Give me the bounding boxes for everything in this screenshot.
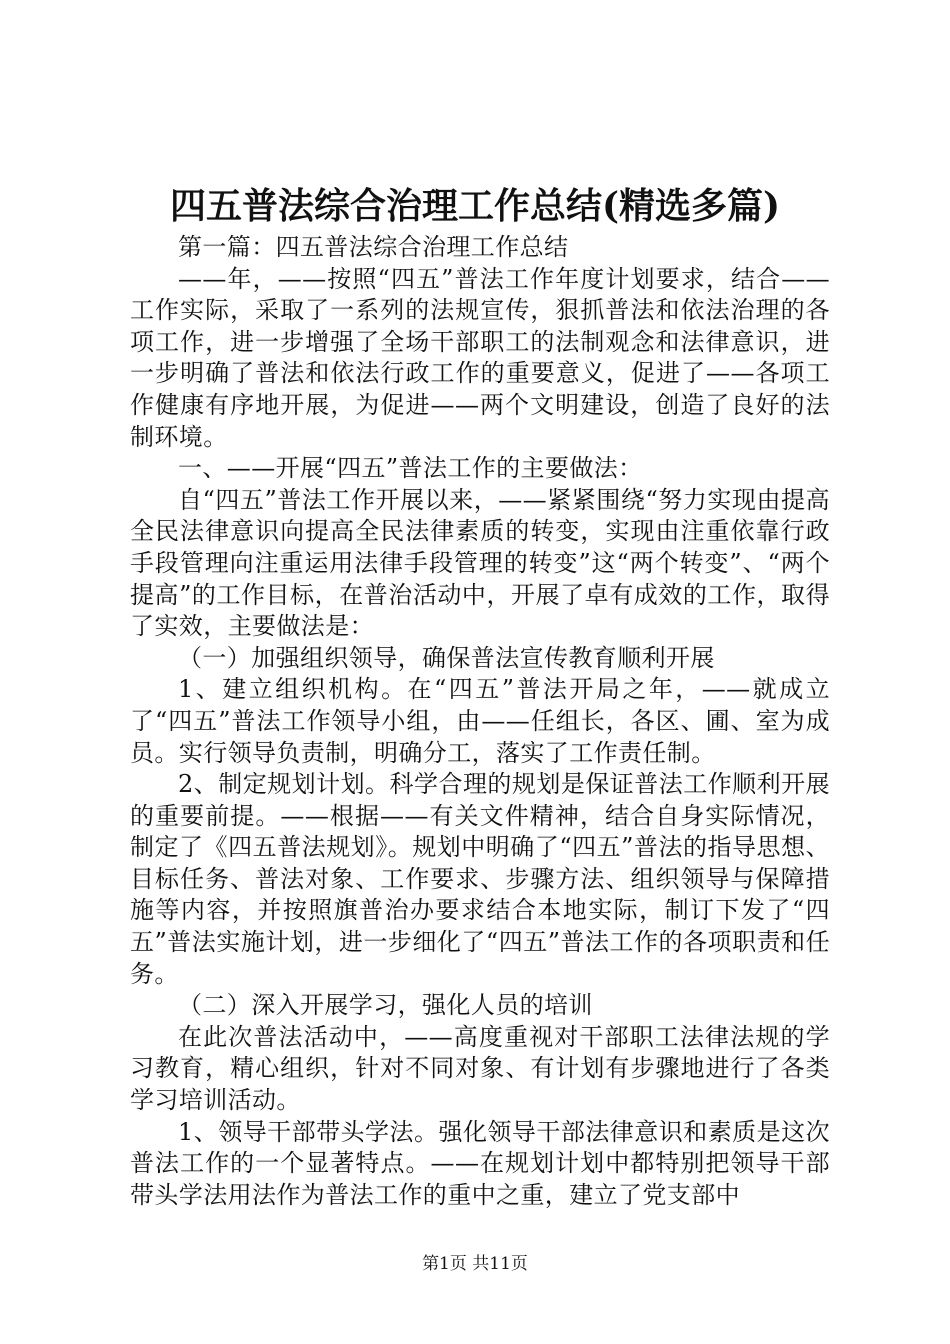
section-heading: 一、——开展“四五”普法工作的主要做法： xyxy=(178,454,643,483)
page-number-footer: 第1页 共11页 xyxy=(422,1254,528,1274)
subsection-heading: （一）加强组织领导，确保普法宣传教育顺利开展 xyxy=(178,643,715,672)
document-body xyxy=(130,232,830,1211)
paragraph: 自“四五”普法工作开展以来，——紧紧围绕“努力实现由提高全民法律意识向提高全民法律素质的转变，实现由注重依靠行政手段管理向注重运用法律手段管理的转变”这“两个转变”、“两个提高”的工作目标，在普治活动中，开展了卓有成效的工作，取得了实效，主要做法是： xyxy=(130,485,830,641)
paragraph: 1、领导干部带头学法。强化领导干部法律意识和素质是这次普法工作的一个显著特点。——在规划计划中都特别把领导干部带头学法用法作为普法工作的重中之重，建立了党支部中 xyxy=(130,1117,830,1209)
paragraph: 1、建立组织机构。在“四五”普法开局之年，——就成立了“四五”普法工作领导小组，由——任组长，各区、圃、室为成员。实行领导负责制，明确分工，落实了工作责任制。 xyxy=(130,675,830,767)
section-heading: 第一篇：四五普法综合治理工作总结 xyxy=(178,233,569,261)
paragraph: 2、制定规划计划。科学合理的规划是保证普法工作顺利开展的重要前提。——根据——有关文件精神，结合自身实际情况，制定了《四五普法规划》。规划中明确了“四五”普法的指导思想、目标任务、普法对象、工作要求、步骤方法、组织领导与保障措施等内容，并按照旗普治办要求结合本地实际，制订下发了“四五”普法实施计划，进一步细化了“四五”普法工作的各项职责和任务。 xyxy=(130,770,830,988)
document-title: 四五普法综合治理工作总结(精选多篇) xyxy=(169,185,781,227)
paragraph: 在此次普法活动中，——高度重视对干部职工法律法规的学习教育，精心组织，针对不同对象、有计划有步骤地进行了各类学习培训活动。 xyxy=(130,1022,830,1115)
subsection-heading: （二）深入开展学习，强化人员的培训 xyxy=(178,991,593,1020)
paragraph: ——年，——按照“四五”普法工作年度计划要求，结合——工作实际，采取了一系列的法规宣传，狠抓普法和依法治理的各项工作，进一步增强了全场干部职工的法制观念和法律意识，进一步明确了普法和依法行政工作的重要意义，促进了——各项工作健康有序地开展，为促进——两个文明建设，创造了良好的法制环境。 xyxy=(130,264,830,451)
